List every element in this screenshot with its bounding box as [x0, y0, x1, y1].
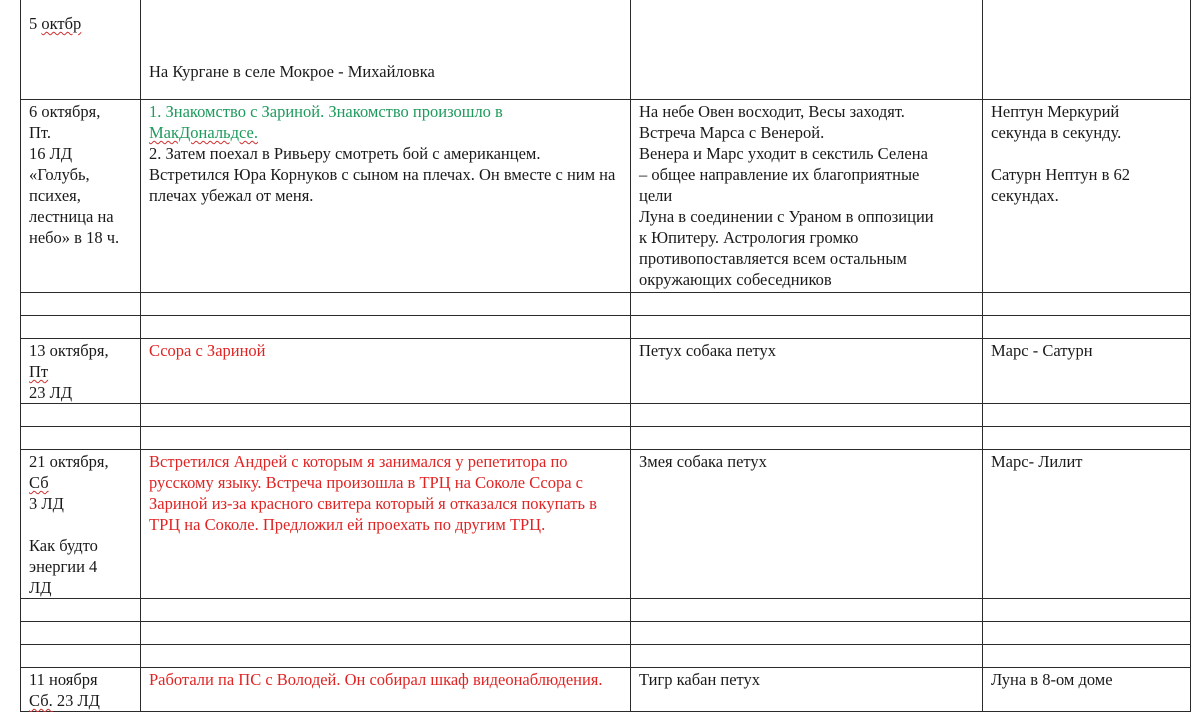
sky-line: окружающих собеседников: [639, 270, 832, 289]
diary-table: [20, 0, 1191, 712]
aspect-text: Марс- Лилит: [991, 452, 1083, 471]
sky-text: Змея собака петух: [639, 452, 767, 471]
table-row-empty: [21, 599, 1191, 622]
table-row: [21, 339, 1191, 404]
table-row-empty: [21, 316, 1191, 339]
date-number: 5: [29, 14, 42, 33]
sky-line: – общее направление их благоприятные: [639, 165, 920, 184]
date-line: Пт: [29, 362, 49, 381]
aspect-cell: [983, 339, 1191, 404]
event-text: Встретился Андрей с которым я занимался у репетитора по русскому языку. Встреча произошла в ТРЦ на Соколе Ссора с Зариной из-за красного свитера который я отказался покупать в ТРЦ на Соколе. Предложил ей проехать по другим ТРЦ.: [149, 452, 597, 534]
date-line: психея,: [29, 186, 81, 205]
table-row: [21, 668, 1191, 712]
event-cell: [141, 0, 631, 100]
event-green-text: 1. Знакомство с Зариной. Знакомство произошло в: [149, 102, 503, 121]
aspect-line: секунда в секунду.: [991, 123, 1122, 142]
sky-cell: [631, 0, 983, 100]
date-line: 3 ЛД: [29, 494, 64, 513]
aspect-cell: [983, 668, 1191, 712]
date-line: лестница на: [29, 207, 114, 226]
aspect-cell: [983, 0, 1191, 100]
aspect-line: Сатурн Нептун в 62: [991, 165, 1131, 184]
event-text: На Кургане в селе Мокрое - Михайловка: [149, 62, 435, 81]
event-text: 2. Затем поехал в Ривьеру смотреть бой с американцем. Встретился Юра Корнуков с сыном на плечах. Он вместе с ним на плечах убежал от меня.: [149, 144, 616, 205]
sky-line: Венера и Марс уходит в секстиль Селена: [639, 144, 928, 163]
sky-line: противопоставляется всем остальным: [639, 249, 907, 268]
date-cell: [21, 0, 141, 100]
aspect-text: Луна в 8-ом доме: [991, 670, 1113, 689]
date-note-line: энергии 4: [29, 557, 98, 576]
sky-text: Петух собака петух: [639, 341, 777, 360]
sky-line: На небе Овен восходит, Весы заходят.: [639, 102, 905, 121]
sky-cell: [631, 450, 983, 599]
aspect-line: Нептун Меркурий: [991, 102, 1120, 121]
date-line: 21 октября,: [29, 452, 109, 471]
date-month: октбр: [41, 14, 82, 33]
table-row: [21, 450, 1191, 599]
event-text: Ссора с Зариной: [149, 341, 266, 360]
event-cell: [141, 339, 631, 404]
aspect-line: секундах.: [991, 186, 1059, 205]
sky-cell: [631, 668, 983, 712]
date-line: Пт.: [29, 123, 52, 142]
date-lunar-day: 23 ЛД: [52, 691, 100, 710]
date-line: 11 ноября: [29, 670, 98, 689]
aspect-cell: [983, 450, 1191, 599]
table-row-empty: [21, 645, 1191, 668]
sky-cell: [631, 339, 983, 404]
date-line: 6 октября,: [29, 102, 101, 121]
event-text: Работали па ПС с Володей. Он собирал шкаф видеонаблюдения.: [149, 670, 603, 689]
table-row-empty: [21, 427, 1191, 450]
spacer: [991, 143, 1182, 164]
sky-line: Луна в соединении с Ураном в оппозиции: [639, 207, 934, 226]
date-cell: [21, 668, 141, 712]
table-row: [21, 0, 1191, 100]
date-text: [29, 14, 81, 33]
date-line: 16 ЛД: [29, 144, 73, 163]
sky-line: к Юпитеру. Астрология громко: [639, 228, 859, 247]
sky-text: Тигр кабан петух: [639, 670, 761, 689]
event-cell: [141, 100, 631, 293]
table-row-empty: [21, 622, 1191, 645]
table-row-empty: [21, 404, 1191, 427]
date-line: Сб: [29, 473, 49, 492]
date-line: «Голубь,: [29, 165, 90, 184]
event-cell: [141, 668, 631, 712]
table-row: [21, 100, 1191, 293]
date-note-line: Как будто: [29, 536, 98, 555]
sky-line: цели: [639, 186, 673, 205]
sky-line: Встреча Марса с Венерой.: [639, 123, 825, 142]
event-green-place: МакДональдсе.: [149, 123, 258, 142]
date-note-line: ЛД: [29, 578, 52, 597]
aspect-text: Марс - Сатурн: [991, 341, 1093, 360]
date-line: 23 ЛД: [29, 383, 73, 402]
spacer: [29, 514, 132, 535]
date-line: небо» в 18 ч.: [29, 228, 120, 247]
date-weekday: Сб.: [29, 691, 53, 710]
sky-cell: [631, 100, 983, 293]
date-cell: [21, 450, 141, 599]
event-cell: [141, 450, 631, 599]
table-row-empty: [21, 293, 1191, 316]
date-cell: [21, 339, 141, 404]
aspect-cell: [983, 100, 1191, 293]
date-cell: [21, 100, 141, 293]
date-line: 13 октября,: [29, 341, 109, 360]
